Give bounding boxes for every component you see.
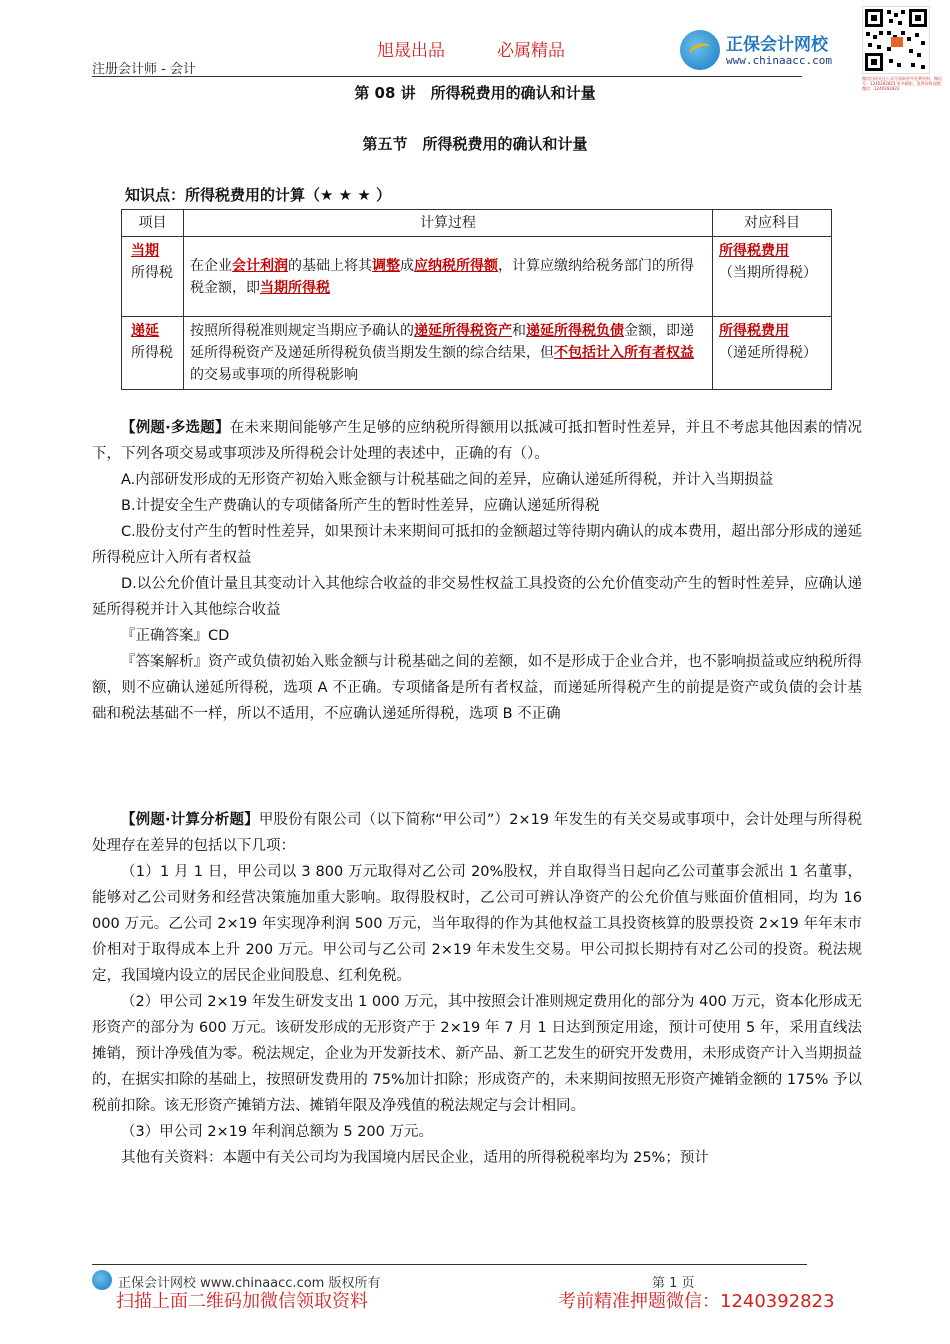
item-keyword: 递延 [131,323,159,339]
footer-copyright: 正保会计网校 www.chinaacc.com 版权所有 [118,1276,381,1291]
footer-logo-icon [92,1270,112,1290]
page-number: 第 1 页 [652,1276,695,1291]
answer-analysis: 『答案解析』资产或负债初始入账金额与计税基础之间的差额，如不是形成于企业合并，也不影响损益或应纳税所得额，则不应确认递延所得税，选项 A 不正确。专项储备是所有者权益，而递延所得税产生的前提是资产或负债的会计基础和税法基础不一样，所以不适用，不应确认递延所得税，选项 B 不正确 [92,654,862,722]
item-suffix: 所得税 [131,265,173,281]
header-course-label: 注册会计师 - 会计 [92,62,196,77]
logo-name: 正保会计网校 [726,35,828,55]
text-span: 金额，即递延所得税资产及递延所得税负债当期发生额的综合结果，但 [190,323,694,361]
footer-divider [92,1264,807,1265]
example-calculation [92,807,862,1171]
subject-note: （当期所得税） [719,265,817,281]
question-item: （2）甲公司 2×19 年发生研发支出 1 000 万元，其中按照会计准则规定费用化的部分为 400 万元，资本化形成无形资产的部分为 600 万元。该研发形成的无形资产于 2×19 年 7 月 1 日达到预定用途，预计可使用 5 年，采用直线法摊销，预计净残值为零。税法规定，企业为开发新技术、新产品、新工艺发生的研究开发费用，未形成资产计入当期损益的，在据实扣除的基础上，按照研发费用的 75%加计扣除；形成资产的，未来期间按照无形资产摊销金额的 175% 予以税前扣除。该无形资产摊销方法、摊销年限及净残值的税法规定与会计相同。 [92,994,862,1114]
logo-emblem-icon [680,30,720,70]
process-cell [184,317,713,390]
subject-keyword: 所得税费用 [719,323,789,339]
qr-note: 微信扫码关注公众号获取更多免费资料，微信号：1240392823 更多精彩，免费资料加我微信：1240392823 [862,76,942,91]
keyword-span: 应纳税所得额 [414,257,498,274]
correct-answer: 『正确答案』CD [121,628,230,644]
item-cell [122,317,184,390]
lecture-title: 第 08 讲 所得税费用的确认和计量 [354,84,596,102]
question-item: 其他有关资料：本题中有关公司均为我国境内居民企业，适用的所得税税率均为 25%；预计 [121,1150,709,1166]
chinaacc-logo [680,26,860,78]
text-span: 和 [512,323,526,339]
table-header-cell: 项目 [122,210,184,237]
header-slogan-2: 必属精品 [497,41,565,61]
example-multiple-choice [92,415,862,727]
process-cell [184,237,713,317]
text-span: 的基础上将其 [288,257,372,274]
table-header-row [122,210,832,237]
option-c: C.股份支付产生的暂时性差异，如果预计未来期间可抵扣的金额超过等待期内确认的成本费用，超出部分形成的递延所得税应计入所有者权益 [92,524,862,566]
text-span: 在企业 [190,257,232,274]
question-stem [92,807,862,859]
table-row [122,237,832,317]
item-cell [122,237,184,317]
knowledge-point-heading: 知识点：所得税费用的计算（★ ★ ★ ） [125,186,392,204]
keyword-span: 递延所得税负债 [526,323,624,339]
text-span: 的交易或事项的所得税影响 [190,367,358,383]
question-text: 在未来期间能够产生足够的应纳税所得额用以抵减可抵扣暂时性差异，并且不考虑其他因素的情况下，下列各项交易或事项涉及所得税会计处理的表述中，正确的有（）。 [92,420,862,462]
keyword-span: 调整 [372,257,400,274]
text-span: 按照所得税准则规定当期应予确认的 [190,323,414,339]
item-suffix: 所得税 [131,345,173,361]
logo-url: www.chinaacc.com [726,54,832,67]
keyword-span: 不包括计入所有者权益 [554,345,694,361]
text-span: ，计算应缴纳给税务部门的所得税金额，即 [190,257,694,296]
subject-note: （递延所得税） [719,345,817,361]
question-tag: 【例题·计算分析题】 [121,812,259,828]
keyword-span: 当期所得税 [260,279,330,296]
question-stem [92,415,862,467]
subject-cell [713,237,832,317]
question-item: （3）甲公司 2×19 年利润总额为 5 200 万元。 [121,1124,433,1140]
qr-code-icon [862,6,930,74]
question-tag: 【例题·多选题】 [121,420,230,436]
question-item: （1）1 月 1 日，甲公司以 3 800 万元取得对乙公司 20%股权，并自取得当日起向乙公司董事会派出 1 名董事，能够对乙公司财务和经营决策施加重大影响。取得股权时，乙公司可辨认净资产的公允价值与账面价值相同，均为 16 000 万元。乙公司 2×19 年实现净利润 500 万元，当年取得的作为其他权益工具投资核算的股票投资 2×19 年年末市价相对于取得成本上升 200 万元。甲公司与乙公司 2×19 年未发生交易。甲公司拟长期持有对乙公司的投资。税法规定，我国境内设立的居民企业间股息、红利免税。 [92,864,862,984]
text-span: 成 [400,257,414,274]
section-title: 第五节 所得税费用的确认和计量 [362,135,588,153]
keyword-span: 会计利润 [232,257,288,274]
footer-promo-left: 扫描上面二维码加微信领取资料 [116,1291,368,1312]
option-b: B.计提安全生产费确认的专项储备所产生的暂时性差异，应确认递延所得税 [121,498,600,514]
subject-keyword: 所得税费用 [719,243,789,259]
table-header-cell: 对应科目 [713,210,832,237]
question-text: 甲股份有限公司（以下简称“甲公司”）2×19 年发生的有关交易或事项中，会计处理与所得税处理存在差异的包括以下几项： [92,812,862,854]
tax-expense-table [121,209,832,390]
option-a: A.内部研发形成的无形资产初始入账金额与计税基础之间的差异，应确认递延所得税，并计入当期损益 [121,472,774,488]
subject-cell [713,317,832,390]
header-divider [92,76,802,77]
option-d: D.以公允价值计量且其变动计入其他综合收益的非交易性权益工具投资的公允价值变动产生的暂时性差异，应确认递延所得税并计入其他综合收益 [92,576,862,618]
footer-promo-right: 考前精准押题微信：1240392823 [558,1291,835,1312]
item-keyword: 当期 [131,243,159,259]
table-header-cell: 计算过程 [184,210,713,237]
header-slogan-1: 旭晟出品 [377,41,445,61]
table-row [122,317,832,390]
keyword-span: 递延所得税资产 [414,323,512,339]
